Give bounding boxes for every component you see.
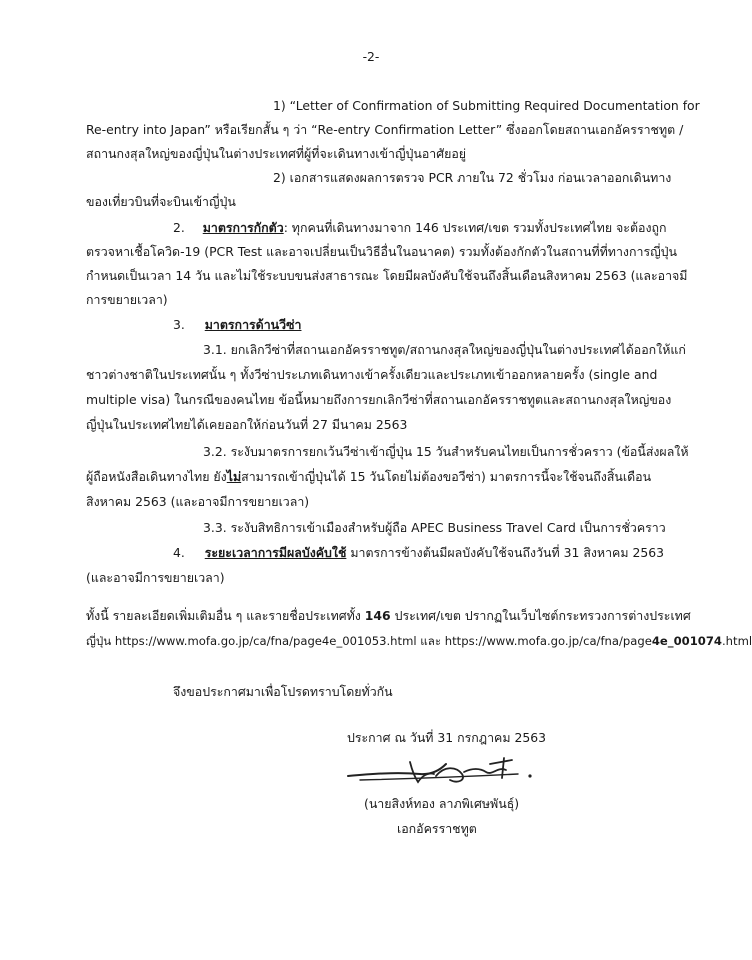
details-line-2 [86, 632, 752, 650]
signer-name: (นายสิงห์ทอง ลาภพิเศษพันธุ์) [364, 796, 520, 811]
section-number: 2. [173, 220, 185, 235]
section-number: 4. [173, 545, 185, 560]
section-heading: ระยะเวลาการมีผลบังคับใช้ [204, 545, 347, 560]
quarantine-section-line-2: ตรวจหาเชื้อโควิด-19 (PCR Test และอาจเปลี่ยนเป็นวิธีอื่นในอนาคต) รวมทั้งต้องกักตัวในสถานที่ที่ทางการญี่ปุ่น [86, 244, 677, 259]
announcement-date: ประกาศ ณ วันที่ 31 กรกฎาคม 2563 [347, 730, 546, 745]
section-heading: มาตรการด้านวีซ่า [204, 317, 302, 332]
required-doc-1-line-2: Re-entry into Japan” หรือเรียกสั้น ๆ ว่า “Re-entry Confirmation Letter” ซึ่งออกโดยสถานเอกอัครราชทูต / [86, 122, 684, 137]
signature-image [340, 752, 550, 792]
visa-3-1-line-1: 3.1. ยกเลิกวีซ่าที่สถานเอกอัครราชทูต/สถานกงสุลใหญ่ของญี่ปุ่นในต่างประเทศได้ออกให้แก่ [203, 342, 686, 357]
text-fragment: 4e_001074 [651, 634, 722, 648]
text-fragment: ทั้งนี้ รายละเอียดเพิ่มเติมอื่น ๆ และรายชื่อประเทศทั้ง [86, 608, 365, 623]
visa-3-2-line-2 [86, 468, 651, 486]
closing-statement: จึงขอประกาศมาเพื่อโปรดทราบโดยทั่วกัน [173, 684, 393, 699]
effective-period-line-1 [173, 544, 664, 562]
text-fragment: ผู้ถือหนังสือเดินทางไทย ยัง [86, 469, 227, 484]
visa-3-3-line-1: 3.3. ระงับสิทธิการเข้าเมืองสำหรับผู้ถือ APEC Business Travel Card เป็นการชั่วคราว [203, 520, 666, 535]
section-text: : ทุกคนที่เดินทางมาจาก 146 ประเทศ/เขต รวมทั้งประเทศไทย จะต้องถูก [283, 220, 667, 235]
text-fragment: สามารถเข้าญี่ปุ่นได้ 15 วันโดยไม่ต้องขอวีซ่า) มาตรการนี้จะใช้จนถึงสิ้นเดือน [241, 469, 652, 484]
page-number: -2- [362, 49, 380, 64]
section-number: 3. [173, 317, 185, 332]
text-fragment: ประเทศ/เขต ปรากฏในเว็บไซต์กระทรวงการต่างประเทศ [390, 608, 691, 623]
emphasis-not: ไม่ [226, 469, 242, 484]
signer-title: เอกอัครราชทูต [397, 821, 477, 836]
quarantine-section-line-4: การขยายเวลา) [86, 292, 168, 307]
visa-3-1-line-2: ชาวต่างชาติในประเทศนั้น ๆ ทั้งวีซ่าประเภทเดินทางเข้าครั้งเดียวและประเภทเข้าออกหลายครั้ง (single and [86, 367, 658, 382]
visa-section-heading [173, 316, 301, 334]
required-doc-1-line-3: สถานกงสุลใหญ่ของญี่ปุ่นในต่างประเทศที่ผู้ที่จะเดินทางเข้าญี่ปุ่นอาศัยอยู่ [86, 146, 467, 161]
text-fragment: .html [722, 634, 752, 648]
details-line-1 [86, 607, 691, 625]
effective-period-line-2: (และอาจมีการขยายเวลา) [86, 570, 225, 585]
section-text: มาตรการข้างต้นมีผลบังคับใช้จนถึงวันที่ 31 สิงหาคม 2563 [346, 545, 664, 560]
required-doc-1-line-1: 1) “Letter of Confirmation of Submitting Required Documentation for [273, 98, 700, 113]
quarantine-section-line-3: กำหนดเป็นเวลา 14 วัน และไม่ใช้ระบบขนส่งสาธารณะ โดยมีผลบังคับใช้จนถึงสิ้นเดือนสิงหาคม 2563 (และอาจมี [86, 268, 688, 283]
visa-3-1-line-3: multiple visa) ในกรณีของคนไทย ข้อนี้หมายถึงการยกเลิกวีซ่าที่สถานเอกอัครราชทูตและสถานกงสุลใหญ่ของ [86, 392, 672, 407]
visa-3-2-line-1: 3.2. ระงับมาตรการยกเว้นวีซ่าเข้าญี่ปุ่น 15 วันสำหรับคนไทยเป็นการชั่วคราว (ข้อนี้ส่งผลให้ [203, 444, 689, 459]
visa-3-1-line-4: ญี่ปุ่นในประเทศไทยได้เคยออกให้ก่อนวันที่ 27 มีนาคม 2563 [86, 417, 408, 432]
required-doc-2-line-1: 2) เอกสารแสดงผลการตรวจ PCR ภายใน 72 ชั่วโมง ก่อนเวลาออกเดินทาง [273, 170, 672, 185]
required-doc-2-line-2: ของเที่ยวบินที่จะบินเข้าญี่ปุ่น [86, 194, 236, 209]
text-fragment: ญี่ปุ่น https://www.mofa.go.jp/ca/fna/page4e_001053.html และ https://www.mofa.go.jp/ca/fna/page [86, 634, 652, 648]
section-heading: มาตรการกักตัว [202, 220, 284, 235]
visa-3-2-line-3: สิงหาคม 2563 (และอาจมีการขยายเวลา) [86, 494, 310, 509]
quarantine-section-line-1 [173, 219, 667, 237]
country-count: 146 [364, 608, 391, 623]
